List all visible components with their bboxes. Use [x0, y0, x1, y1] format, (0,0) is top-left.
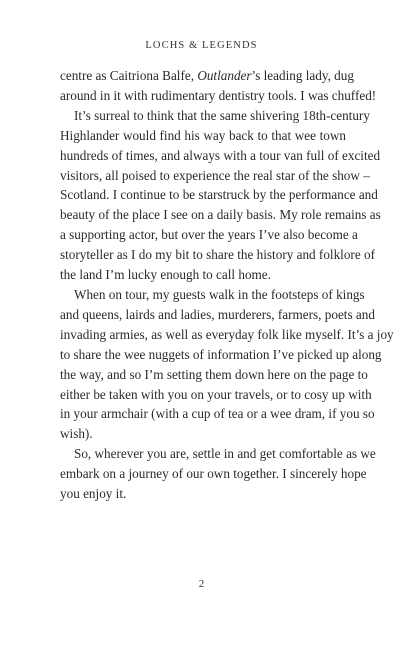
text-line: storyteller as I do my bit to share the history and folklore of: [60, 247, 375, 263]
text-line: When on tour, my guests walk in the footsteps of kings: [74, 286, 365, 302]
text-line: wish).: [60, 426, 93, 442]
text-line: in your armchair (with a cup of tea or a wee dram, if you so: [60, 406, 375, 422]
paragraph-4: [60, 444, 376, 504]
text-line: either be taken with you on your travels, or to cosy up with: [60, 386, 372, 402]
text-line: beauty of the place I see on a daily basis. My role remains as: [60, 207, 381, 223]
book-title: Outlander: [197, 68, 252, 83]
text-line: So, wherever you are, settle in and get comfortable as we: [74, 446, 376, 462]
text-line: invading armies, as well as everyday folk like myself. It’s a joy: [60, 326, 394, 342]
body-text: [60, 66, 394, 504]
text-line: the land I’m lucky enough to call home.: [60, 267, 271, 283]
text-line: hundreds of times, and always with a tour van full of excited: [60, 147, 381, 163]
paragraph-2: [60, 106, 381, 285]
text-line: centre as Caitriona Balfe, Outlander’s leading lady, dug: [60, 68, 354, 83]
text-line: the way, and so I’m setting them down here on the page to: [60, 366, 368, 382]
text-line: embark on a journey of our own together. I sincerely hope: [60, 466, 367, 482]
text-line: a supporting actor, but over the years I’ve also become a: [60, 227, 358, 243]
text-line: Scotland. I continue to be starstruck by the performance and: [60, 187, 378, 203]
text-line: to share the wee nuggets of information I’ve picked up along: [60, 346, 382, 362]
text-line: and queens, lairds and ladies, murderers, farmers, poets and: [60, 306, 375, 322]
text-line: It’s surreal to think that the same shivering 18th-century: [74, 107, 370, 123]
text-line: around in it with rudimentary dentistry tools. I was chuffed!: [60, 87, 377, 103]
text-line: you enjoy it.: [60, 486, 127, 502]
paragraph-1: [60, 66, 377, 106]
page-number: 2: [198, 578, 205, 590]
text-line: visitors, all poised to experience the real star of the show –: [60, 167, 370, 183]
text-line: Highlander would find his way back to that wee town: [60, 127, 346, 143]
running-head: LOCHS & LEGENDS: [145, 40, 258, 51]
paragraph-3: [60, 285, 394, 444]
